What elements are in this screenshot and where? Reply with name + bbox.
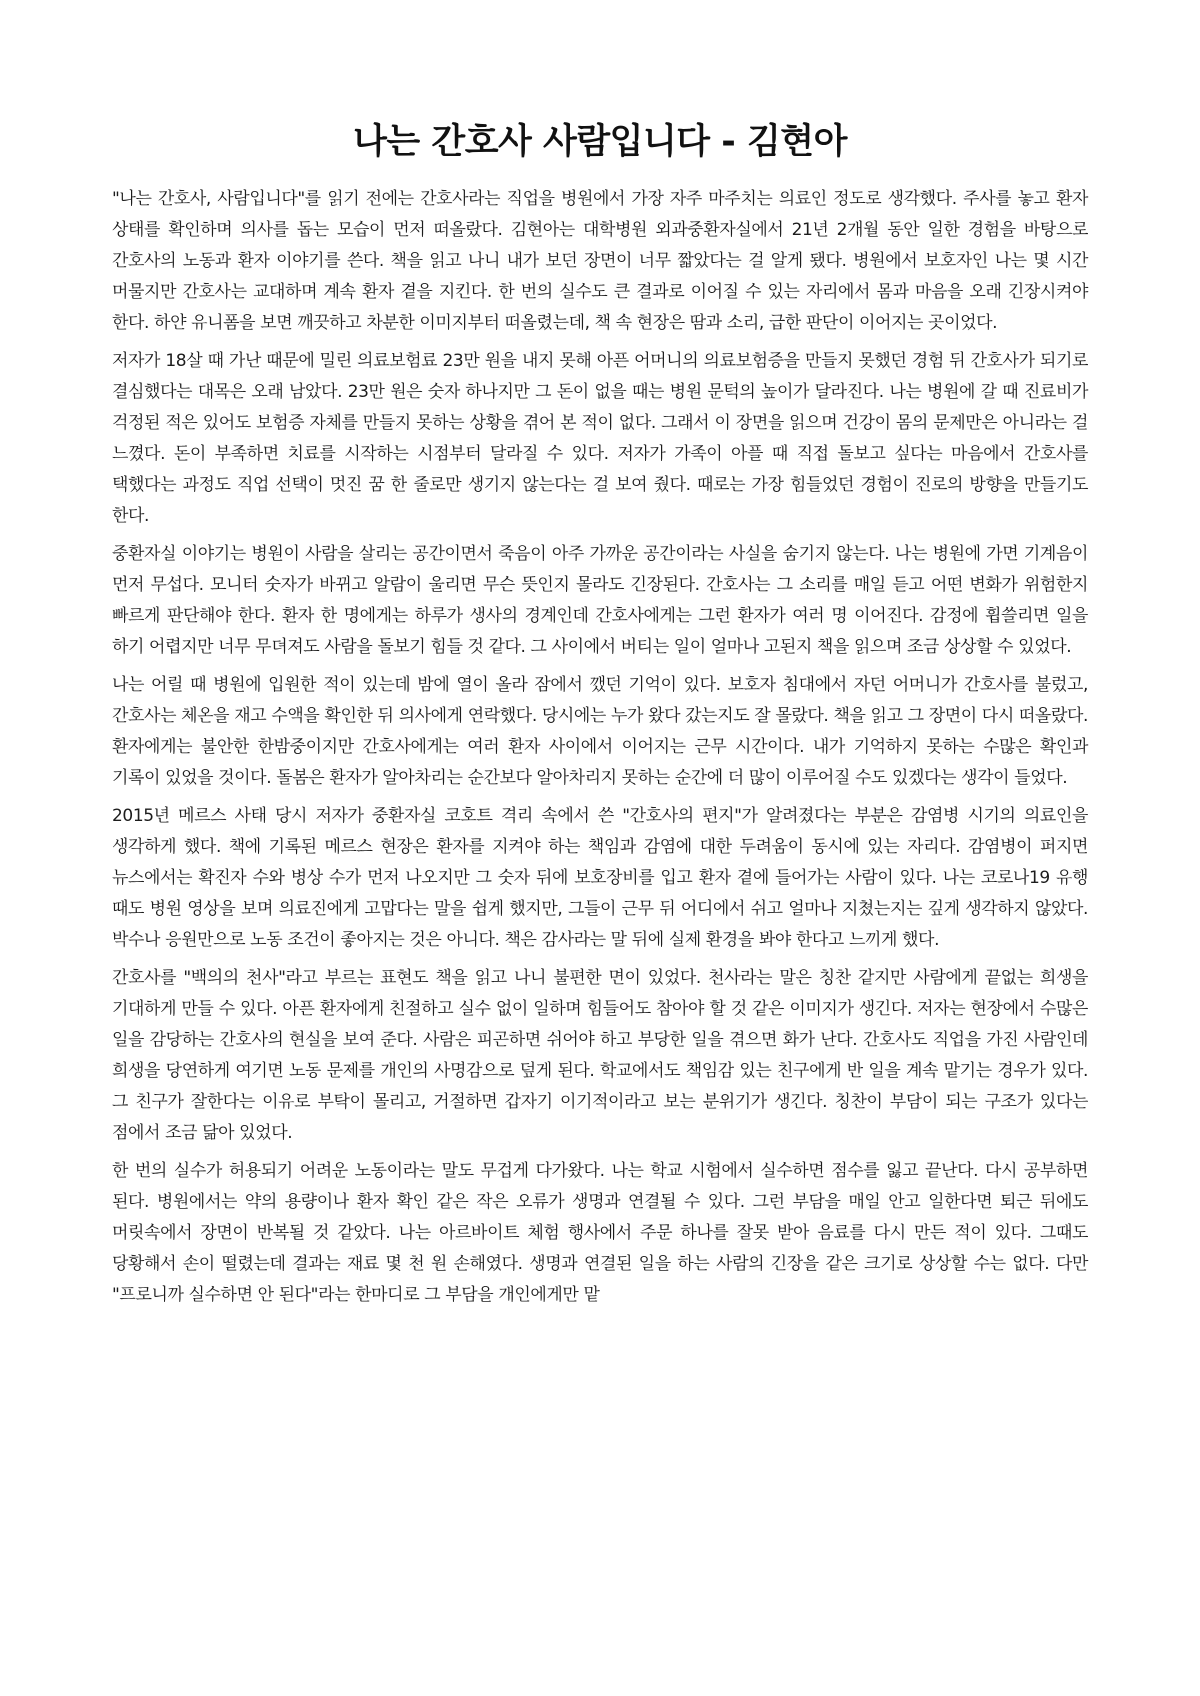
body-paragraph: 중환자실 이야기는 병원이 사람을 살리는 공간이면서 죽음이 아주 가까운 공간이라는 사실을 숨기지 않는다. 나는 병원에 가면 기계음이 먼저 무섭다. 모니터 숫자가 바뀌고 알람이 울리면 무슨 뜻인지 몰라도 긴장된다. 간호사는 그 소리를 매일 듣고 어떤 변화가 위험한지 빠르게 판단해야 한다. 환자 한 명에게는 하루가 생사의 경계인데 간호사에게는 그런 환자가 여러 명 이어진다. 감정에 휩쓸리면 일을 하기 어렵지만 너무 무뎌져도 사람을 돌보기 힘들 것 같다. 그 사이에서 버티는 일이 얼마나 고된지 책을 읽으며 조금 상상할 수 있었다.	[112, 544, 1088, 657]
body-paragraph: 저자가 18살 때 가난 때문에 밀린 의료보험료 23만 원을 내지 못해 아픈 어머니의 의료보험증을 만들지 못했던 경험 뒤 간호사가 되기로 결심했다는 대목은 오래 남았다. 23만 원은 숫자 하나지만 그 돈이 없을 때는 병원 문턱의 높이가 달라진다. 나는 병원에 갈 때 진료비가 걱정된 적은 있어도 보험증 자체를 만들지 못하는 상황을 겪어 본 적이 없다. 그래서 이 장면을 읽으며 건강이 몸의 문제만은 아니라는 걸 느꼈다. 돈이 부족하면 치료를 시작하는 시점부터 달라질 수 있다. 저자가 가족이 아플 때 직접 돌보고 싶다는 마음에서 간호사를 택했다는 과정도 직업 선택이 멋진 꿈 한 줄로만 생기지 않는다는 걸 보여 줬다. 때로는 가장 힘들었던 경험이 진로의 방향을 만들기도 한다.	[112, 351, 1088, 526]
body-paragraph: 한 번의 실수가 허용되기 어려운 노동이라는 말도 무겁게 다가왔다. 나는 학교 시험에서 실수하면 점수를 잃고 끝난다. 다시 공부하면 된다. 병원에서는 약의 용량이나 환자 확인 같은 작은 오류가 생명과 연결될 수 있다. 그런 부담을 매일 안고 일한다면 퇴근 뒤에도 머릿속에서 장면이 반복될 것 같았다. 나는 아르바이트 체험 행사에서 주문 하나를 잘못 받아 음료를 다시 만든 적이 있다. 그때도 당황해서 손이 떨렸는데 결과는 재료 몇 천 원 손해였다. 생명과 연결된 일을 하는 사람의 긴장을 같은 크기로 상상할 수는 없다. 다만 "프로니까 실수하면 안 된다"라는 한마디로 그 부담을 개인에게만 맡	[112, 1161, 1088, 1305]
body-paragraph: "나는 간호사, 사람입니다"를 읽기 전에는 간호사라는 직업을 병원에서 가장 자주 마주치는 의료인 정도로 생각했다. 주사를 놓고 환자 상태를 확인하며 의사를 돕는 모습이 먼저 떠올랐다. 김현아는 대학병원 외과중환자실에서 21년 2개월 동안 일한 경험을 바탕으로 간호사의 노동과 환자 이야기를 쓴다. 책을 읽고 나니 내가 보던 장면이 너무 짧았다는 걸 알게 됐다. 병원에서 보호자인 나는 몇 시간 머물지만 간호사는 교대하며 계속 환자 곁을 지킨다. 한 번의 실수도 큰 결과로 이어질 수 있는 자리에서 몸과 마음을 오래 긴장시켜야 한다. 하얀 유니폼을 보면 깨끗하고 차분한 이미지부터 떠올렸는데, 책 속 현장은 땀과 소리, 급한 판단이 이어지는 곳이었다.	[112, 189, 1088, 333]
body-paragraph: 나는 어릴 때 병원에 입원한 적이 있는데 밤에 열이 올라 잠에서 깼던 기억이 있다. 보호자 침대에서 자던 어머니가 간호사를 불렀고, 간호사는 체온을 재고 수액을 확인한 뒤 의사에게 연락했다. 당시에는 누가 왔다 갔는지도 잘 몰랐다. 책을 읽고 그 장면이 다시 떠올랐다. 환자에게는 불안한 한밤중이지만 간호사에게는 여러 환자 사이에서 이어지는 근무 시간이다. 내가 기억하지 못하는 수많은 확인과 기록이 있었을 것이다. 돌봄은 환자가 알아차리는 순간보다 알아차리지 못하는 순간에 더 많이 이루어질 수도 있겠다는 생각이 들었다.	[112, 675, 1088, 788]
body-paragraph: 간호사를 "백의의 천사"라고 부르는 표현도 책을 읽고 나니 불편한 면이 있었다. 천사라는 말은 칭찬 같지만 사람에게 끝없는 희생을 기대하게 만들 수 있다. 아픈 환자에게 친절하고 실수 없이 일하며 힘들어도 참아야 할 것 같은 이미지가 생긴다. 저자는 현장에서 수많은 일을 감당하는 간호사의 현실을 보여 준다. 사람은 피곤하면 쉬어야 하고 부당한 일을 겪으면 화가 난다. 간호사도 직업을 가진 사람인데 희생을 당연하게 여기면 노동 문제를 개인의 사명감으로 덮게 된다. 학교에서도 책임감 있는 친구에게 반 일을 계속 맡기는 경우가 있다. 그 친구가 잘한다는 이유로 부탁이 몰리고, 거절하면 갑자기 이기적이라고 보는 분위기가 생긴다. 칭찬이 부담이 되는 구조가 있다는 점에서 조금 닮아 있었다.	[112, 968, 1088, 1143]
document-body	[112, 184, 1088, 1311]
document-title: 나는 간호사 사람입니다 - 김현아	[353, 122, 847, 162]
body-paragraph: 2015년 메르스 사태 당시 저자가 중환자실 코호트 격리 속에서 쓴 "간호사의 편지"가 알려졌다는 부분은 감염병 시기의 의료인을 생각하게 했다. 책에 기록된 메르스 현장은 환자를 지켜야 하는 책임과 감염에 대한 두려움이 동시에 있는 자리다. 감염병이 퍼지면 뉴스에서는 확진자 수와 병상 수가 먼저 나오지만 그 숫자 뒤에 보호장비를 입고 환자 곁에 들어가는 사람이 있다. 나는 코로나19 유행 때도 병원 영상을 보며 의료진에게 고맙다는 말을 쉽게 했지만, 그들이 근무 뒤 어디에서 쉬고 얼마나 지쳤는지는 깊게 생각하지 않았다. 박수나 응원만으로 노동 조건이 좋아지는 것은 아니다. 책은 감사라는 말 뒤에 실제 환경을 봐야 한다고 느끼게 했다.	[112, 806, 1088, 950]
